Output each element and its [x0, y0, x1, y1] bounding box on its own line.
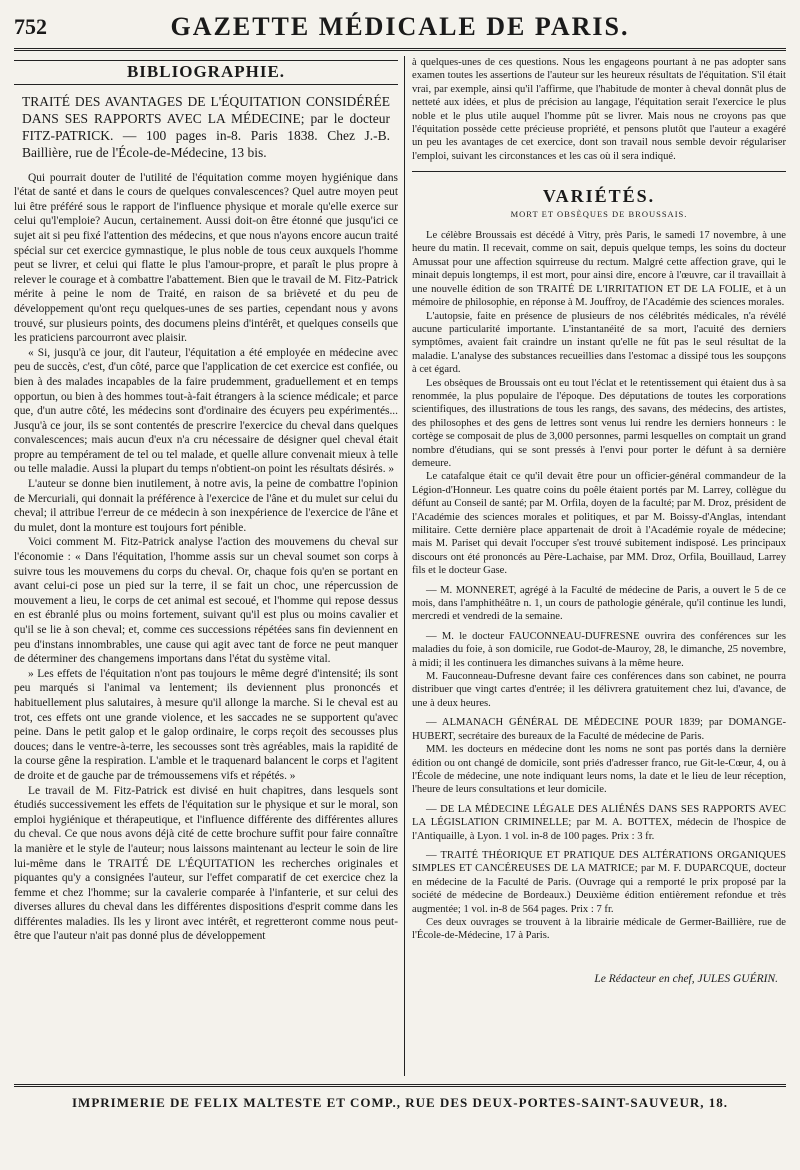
news-item: — DE LA MÉDECINE LÉGALE DES ALIÉNÉS DANS SES RAPPORTS AVEC LA LÉGISLATION CRIMINELLE; par M. A. BOTTEX, médecin de l'hospice de l'Antiquaille, à Lyon. 1 vol. in-8 de 100 pages. Prix : 3 fr.: [412, 803, 786, 842]
news-item: Ces deux ouvrages se trouvent à la librairie médicale de Germer-Baillière, rue de l'École-de-Médecine, 17 à Paris.: [412, 916, 786, 942]
news-paragraph: L'autopsie, faite en présence de plusieurs de nos célébrités médicales, n'a révélé aucune particularité importante. L'instantanéité de sa mort, l'acuité des derniers symptômes, avaient fait craindre un instant qu'elle ne fût pas le seul résultat de la maladie. L'analyse des substances recueillies dans l'estomac a dissipé tous les soupçons à cet égard.: [412, 310, 786, 376]
gazette-title: GAZETTE MÉDICALE DE PARIS.: [170, 12, 630, 41]
left-column: [14, 56, 398, 1076]
bibliographie-title: BIBLIOGRAPHIE.: [126, 62, 286, 81]
review-paragraph: Le travail de M. Fitz-Patrick est divisé en huit chapitres, dans lesquels sont étudiés successivement les effets de l'équitation sur le physique et sur le moral, son emploi hygiénique et thérapeutique, et l'influence différente des différentes allures du cheval. Ce que nous avons déjà cité de cette brochure suffit pour faire connaître la manière et le style de l'auteur; nous laissons maintenant au lecteur le soin de lire lui-même dans le TRAITÉ DE L'ÉQUITATION les recherches originales et piquantes qu'y a consignées l'auteur, sur l'effet comparatif de cet exercice chez la femme et chez l'homme; sur la cavalerie comparée à l'infanterie, et sur celui des diverses allures du cheval dans les différentes dispositions d'esprit comme dans les différentes maladies. Ils les y liront avec intérêt, et regretteront comme nous peut-être que l'auteur n'ait pas donné plus de développement: [14, 784, 398, 943]
news-paragraph: Le célèbre Broussais est décédé à Vitry, près Paris, le samedi 17 novembre, à une heure du matin. Il recevait, comme on sait, depuis quelque temps, les soins du docteur Amussat pour une affection squirreuse du rectum. Malgré cette affection grave, qui le minait depuis longtemps, il est mort, pour ainsi dire, encore à l'œuvre, car il travaillait à une nouvelle édition de son TRAITÉ DE L'IRRITATION ET DE LA FOLIE, et à un mémoire de philosophie, en réponse à M. Jouffroy, de l'Académie des sciences morales.: [412, 230, 786, 309]
review-paragraph: » Les effets de l'équitation n'ont pas toujours le même degré d'intensité; ils sont peu marqués si l'animal va lentement; ils deviennent plus prononcés et habituellement plus salutaires, à mesure qu'il allonge la marche. Si le cheval est au trot, ces effets ont une grande violence, et les saccades ne se supportent qu'avec peine. Dans le petit galop et le galop ordinaire, le corps reçoit des secousses plus douces; dans le ventre-à-terre, les secousses sont très agréables, mais la rapidité de la course gêne la respiration. L'amble et le traquenard balancent le corps et l'agitent de droite et de gauche par de trémoussemens vifs et répétés. »: [14, 667, 398, 782]
page-header: [14, 8, 786, 51]
news-item: — M. MONNERET, agrégé à la Faculté de médecine de Paris, a ouvert le 5 de ce mois, dans l'amphithéâtre n. 1, un cours de pathologie générale, qu'il continue les lundi, mercredi et vendredi de la semaine.: [412, 584, 786, 623]
column-divider: [404, 56, 405, 1076]
bibliographie-heading-box: [14, 60, 398, 85]
review-paragraph: « Si, jusqu'à ce jour, dit l'auteur, l'équitation a été employée en médecine avec peu de succès, c'est, d'un côté, parce que l'application de cet exercice est confiée, ou bien à des malades incapables de la faire prudemment, graduellement et en temps opportun, ou bien à des hommes tout-à-fait étrangers à la science médicale; et parce que, d'un autre côté, les médecins sont d'ordinaire des écuyers peu expérimentés... Jusqu'à ce jour, ils se sont contentés de prescrire l'exercice du cheval dans quelques convalescences; mais aucun d'eux n'a cru nécessaire de désigner quel cheval était propre au tempérament de tel ou tel malade, et quelle allure convenait mieux à telle ou telle maladie. Aussi la plupart du temps n'obtient-on point les résultats désirés. »: [14, 346, 398, 476]
news-item: MM. les docteurs en médecine dont les noms ne sont pas portés dans la dernière édition ou ont changé de domicile, sont priés d'adresser franco, rue Git-le-Cœur, 4, ou à l'École de médecine, une note indiquant leurs noms, la date et le lieu de leur réception, l'heure de leurs consultations et leur domicile.: [412, 744, 786, 796]
review-continuation: à quelques-unes de ces questions. Nous les engageons pourtant à ne pas adopter sans examen toutes les assertions de l'auteur sur les heureux résultats de l'équitation. S'il était vrai, par exemple, ainsi qu'il l'affirme, que l'habitude de monter à cheval donnât plus de netteté aux idées, et plus de précision au langage, l'équitation serait l'exercice le plus noble et le plus utile auquel l'homme pût se livrer. Mais nous ne croyons pas que l'équitation possède cette précieuse propriété, et pensons plutôt que l'auteur a exagéré un peu les avantages de cet exercice, dont son travail nous semble devoir régulariser l'emploi, suivant les circonstances et les cas où il sera indiqué.: [412, 57, 786, 162]
book-reference: TRAITÉ DES AVANTAGES DE L'ÉQUITATION CONSIDÉRÉE DANS SES RAPPORTS AVEC LA MÉDECINE; par le docteur FITZ-PATRICK. — 100 pages in-8. Paris 1838. Chez J.-B. Baillière, rue de l'École-de-Médecine, 13 bis.: [22, 93, 390, 160]
review-paragraph: L'auteur se donne bien inutilement, à notre avis, la peine de combattre l'opinion de Mercuriali, qui donnait la préférence à l'exercice de l'âne et du mulet sur celui du cheval; il attribue l'erreur de ce médecin à son inexpérience de l'exercice de l'âne et du mulet, dont la monture est toujours fort pénible.: [14, 478, 398, 534]
review-paragraph: Voici comment M. Fitz-Patrick analyse l'action des mouvemens du cheval sur l'économie : « Dans l'équitation, l'homme assis sur un cheval soumet son corps à suivre tous les mouvemens du corps du cheval. Or, chaque fois qu'en se portant en avant celui-ci pose un pied sur la terre, il se fait un choc, une répercussion de mouvement a lieu, le corps de cet animal est secoué, et l'homme qui repose dessus en est ébranlé plus ou moins fortement, suivant qu'il est plus ou moins cavalier et qu'il se lie à son cheval; et, comme ces successions répétées sans fin deviennent en peu d'instans innombrables, une cause qui agit avec tant de force ne peut manquer de déterminer des changemens importans dans l'état du système vital.: [14, 536, 398, 666]
news-paragraph: Les obsèques de Broussais ont eu tout l'éclat et le retentissement qui étaient dus à sa renommée, la plus populaire de l'époque. Des députations de toutes les corporations scientifiques, des illustrations de tous les rangs, des savans, des médecins, des artistes, des philosophes et des gens de lettres sont venus lui rendre les derniers honneurs : le cortège se composait de plus de 3,000 personnes, parmi lesquelles on comptait un grand nombre d'étudians, qui se sont pressés à l'envi pour porter le défunt à sa dernière demeure.: [412, 377, 786, 469]
news-paragraph: Le catafalque était ce qu'il devait être pour un officier-général commandeur de la Légion-d'Honneur. Les quatre coins du poêle étaient portés par M. Larrey, collègue du défunt au Conseil de santé; par M. Orfila, doyen de la faculté; par M. Droz, président de l'Académie des sciences morales et politiques, et par M. Boissy-d'Anglas, intendant militaire. Cette dernière place appartenait de droit à l'Académie royale de médecine; mais M. Pariset qui devait l'occuper s'est trouvé subitement indisposé. Les principaux discours ont été prononcés au Père-Lachaise, par MM. Droz, Orfila, Bouillaud, Larrey fils et le docteur Gase.: [412, 471, 786, 577]
news-item: — TRAITÉ THÉORIQUE ET PRATIQUE DES ALTÉRATIONS ORGANIQUES SIMPLES ET CANCÉREUSES DE LA MATRICE; par M. F. DUPARCQUE, docteur en médecine de la Faculté de Paris. (Ouvrage qui a remporté le prix proposé par la société de médecine de Bordeaux.) Deuxième édition entièrement refondue et très augmentée; 1 vol. in-8 de 564 pages. Prix : 7 fr.: [412, 849, 786, 915]
news-item: — M. le docteur FAUCONNEAU-DUFRESNE ouvrira des conférences sur les maladies du foie, à son domicile, rue Godot-de-Mauroy, 28, le dimanche, 25 novembre, à midi; il les continuera les dimanches suivans à la même heure.: [412, 630, 786, 669]
news-item: M. Fauconneau-Dufresne devant faire ces conférences dans son cabinet, ne pourra distribuer que vingt cartes d'entrée; il les délivrera gratuitement chez lui, d'avance, de une à deux heures.: [412, 671, 786, 709]
page-number: 752: [14, 14, 47, 39]
editor-signature: Le Rédacteur en chef, JULES GUÉRIN.: [594, 972, 778, 985]
newspaper-page: [14, 8, 786, 1164]
right-column: [412, 56, 786, 1076]
news-item: — ALMANACH GÉNÉRAL DE MÉDECINE POUR 1839; par DOMANGE-HUBERT, secrétaire des bureaux de la Faculté de médecine de Paris.: [412, 717, 786, 742]
varietes-subtitle: MORT ET OBSÈQUES DE BROUSSAIS.: [510, 208, 688, 219]
printer-imprint: IMPRIMERIE DE FELIX MALTESTE ET COMP., RUE DES DEUX-PORTES-SAINT-SAUVEUR, 18.: [14, 1084, 786, 1111]
varietes-title: VARIÉTÉS.: [542, 186, 656, 207]
section-rule: [412, 171, 786, 172]
review-paragraph: Qui pourrait douter de l'utilité de l'équitation comme moyen hygiénique dans l'état de santé et dans le cours de quelques convalescences? Quel autre moyen peut lui être préféré sous le rapport de l'influence physique et morale qu'elle exerce sur celui qu'l'emploie? Aucun, certainement. Aussi doit-on être étonné que jusqu'ici ce sujet ait si peu fixé l'attention des médecins, et que nous n'ayons encore aucun traité spécial sur cet exercice gymnastique, le plus noble de tous ceux auxquels l'homme peut se livrer, et celui qui flatte le plus l'amour-propre, et paraît le plus propre à relever le courage et à combattre l'abattement. Bien que le travail de M. Fitz-Patrick mérite à peine le nom de Traité, en raison de sa brièveté et du peu de développement qu'ont reçu quelques-unes de ses parties, cependant nous y avons trouvé, sur plusieurs points, des documens pleins d'intérêt, et quelques conseils que les praticiens parcourront avec plaisir.: [14, 171, 398, 345]
